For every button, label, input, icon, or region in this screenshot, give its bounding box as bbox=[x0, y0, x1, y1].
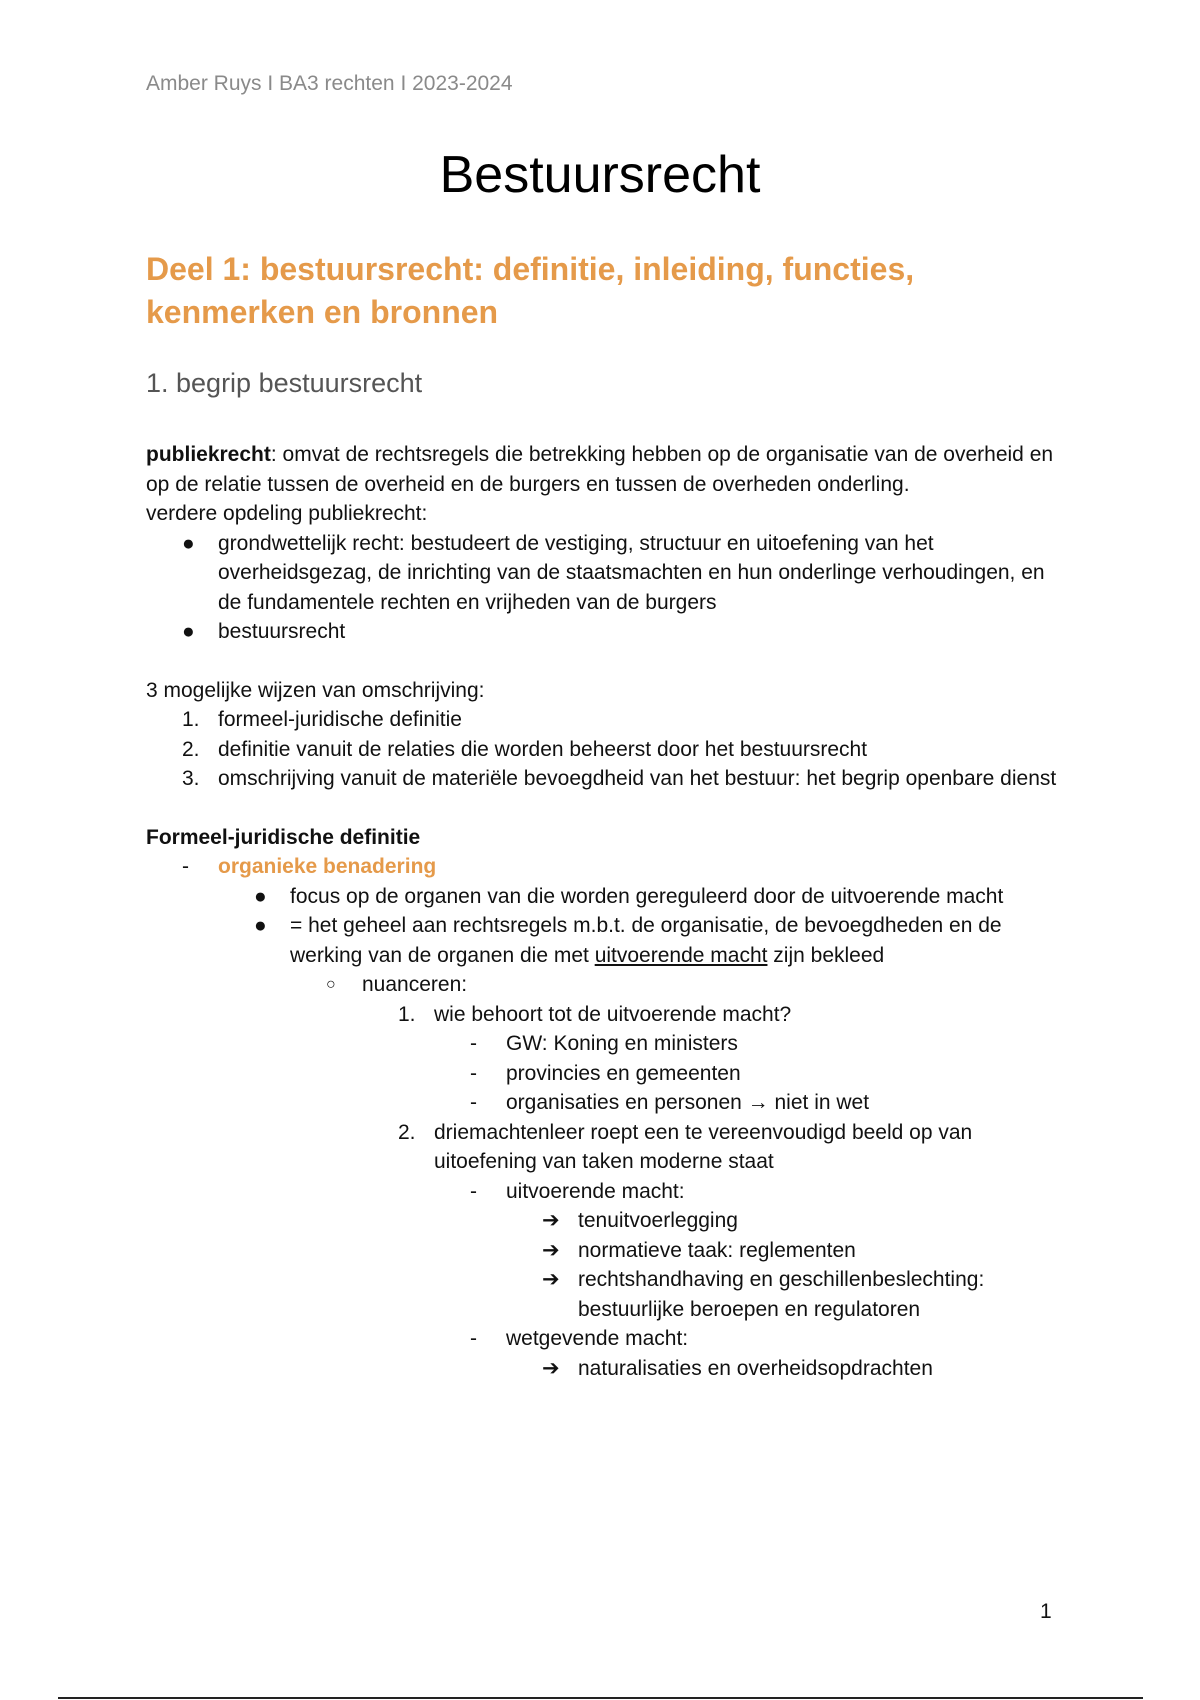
bullet-marker: ● bbox=[182, 531, 195, 555]
numbered-item bbox=[146, 764, 1066, 794]
list-item-text: provincies en gemeenten bbox=[506, 1061, 741, 1085]
dash-marker: - bbox=[470, 1091, 477, 1114]
list-item bbox=[218, 882, 1066, 912]
arrow-marker: ➔ bbox=[542, 1268, 560, 1291]
section-heading-line1: Deel 1: bestuursrecht: definitie, inleiding, functies, bbox=[146, 251, 915, 287]
bullet-marker: ● bbox=[254, 914, 267, 937]
underlined-term: uitvoerende macht bbox=[594, 943, 768, 967]
section-heading-line2: kenmerken en bronnen bbox=[146, 294, 499, 330]
list-item-text: definitie vanuit de relaties die worden beheerst door het bestuursrecht bbox=[218, 737, 868, 761]
number-marker: 2. bbox=[398, 1120, 416, 1144]
subsection-heading: 1. begrip bestuursrecht bbox=[146, 368, 423, 398]
list-item-text: naturalisaties en overheidsopdrachten bbox=[578, 1356, 933, 1380]
list-item-text: bestuursrecht bbox=[218, 620, 346, 643]
arrow-item bbox=[506, 1354, 1066, 1384]
list-item-text: wie behoort tot de uitvoerende macht? bbox=[434, 1002, 792, 1026]
dash-marker: - bbox=[470, 1061, 477, 1085]
numbered-item bbox=[146, 705, 1066, 735]
list-item-text: rechtshandhaving en geschillenbeslechting: bestuurlijke beroepen en regulatoren bbox=[578, 1268, 985, 1321]
arrow-item bbox=[506, 1236, 1066, 1266]
list-item-text: formeel-juridische definitie bbox=[218, 708, 462, 731]
section-heading bbox=[146, 248, 1046, 334]
dash-marker: - bbox=[470, 1032, 477, 1055]
publiekrecht-definition bbox=[146, 440, 1066, 499]
body-text bbox=[146, 440, 1066, 1383]
bullet-marker: ● bbox=[254, 884, 267, 908]
arrow-marker: ➔ bbox=[542, 1209, 560, 1232]
dash-item bbox=[434, 1059, 1066, 1089]
numbered-item bbox=[146, 735, 1066, 765]
page-bottom-divider bbox=[58, 1697, 1143, 1699]
number-marker: 3. bbox=[182, 767, 200, 790]
page-number: 1 bbox=[1040, 1600, 1052, 1623]
arrow-item bbox=[506, 1206, 1066, 1236]
wijzen-intro: 3 mogelijke wijzen van omschrijving: bbox=[146, 678, 485, 702]
list-item-text: focus op de organen van die worden gereguleerd door de uitvoerende macht bbox=[290, 884, 1004, 908]
list-item-text: wetgevende macht: bbox=[506, 1327, 689, 1350]
list-item-text: tenuitvoerlegging bbox=[578, 1209, 738, 1232]
dash-item bbox=[146, 852, 1066, 882]
dash-item bbox=[434, 1088, 1066, 1118]
list-item bbox=[146, 529, 1066, 618]
numbered-item bbox=[362, 1000, 1066, 1030]
list-item-text: = het geheel aan rechtsregels m.b.t. de organisatie, de bevoegdheden en de werking van de organen die met uitvoerende macht zijn bekleed bbox=[290, 914, 1002, 967]
dash-item bbox=[434, 1029, 1066, 1059]
organieke-benadering: organieke benadering bbox=[218, 855, 437, 878]
publiekrecht-text: : omvat de rechtsregels die betrekking hebben op de organisatie van de overheid en op de relatie tussen de overheid en de burgers en tussen de overheden onderling. bbox=[146, 443, 1054, 496]
list-item-text: omschrijving vanuit de materiële bevoegdheid van het bestuur: het begrip openbare dienst bbox=[218, 767, 1057, 790]
formeel-heading: Formeel-juridische definitie bbox=[146, 825, 421, 849]
circle-marker: ○ bbox=[326, 976, 336, 993]
list-item-text: organisaties en personen → niet in wet bbox=[506, 1091, 870, 1114]
list-item-text: driemachtenleer roept een te vereenvoudigd beeld op van uitoefening van taken moderne staat bbox=[434, 1120, 973, 1173]
list-item-text: GW: Koning en ministers bbox=[506, 1032, 738, 1055]
dash-marker: - bbox=[182, 855, 189, 878]
list-item-text: uitvoerende macht: bbox=[506, 1179, 685, 1203]
list-item-text: nuanceren: bbox=[362, 973, 468, 996]
numbered-item bbox=[362, 1118, 1066, 1177]
dash-marker: - bbox=[470, 1327, 477, 1350]
list-item-text: normatieve taak: reglementen bbox=[578, 1238, 856, 1262]
dash-marker: - bbox=[470, 1179, 477, 1203]
arrow-item bbox=[506, 1265, 1066, 1324]
list-item-text: grondwettelijk recht: bestudeert de vestiging, structuur en uitoefening van het overheidsgezag, de inrichting van de staatsmachten en hun onderlinge verhoudingen, en de fundamentele rechten en vrijheden van de burgers bbox=[218, 531, 1045, 614]
list-item bbox=[218, 911, 1066, 970]
number-marker: 2. bbox=[182, 737, 200, 761]
bullet-marker: ● bbox=[182, 620, 195, 643]
running-header: Amber Ruys I BA3 rechten I 2023-2024 bbox=[146, 72, 513, 95]
opdeling-intro: verdere opdeling publiekrecht: bbox=[146, 502, 428, 525]
arrow-marker: ➔ bbox=[542, 1238, 560, 1262]
dash-item bbox=[434, 1324, 1066, 1354]
dash-item bbox=[434, 1177, 1066, 1207]
list-item bbox=[146, 617, 1066, 647]
document-title: Bestuursrecht bbox=[439, 146, 761, 204]
number-marker: 1. bbox=[182, 708, 200, 731]
list-item bbox=[290, 970, 1066, 1000]
number-marker: 1. bbox=[398, 1002, 416, 1026]
publiekrecht-term: publiekrecht bbox=[146, 443, 271, 466]
arrow-marker: ➔ bbox=[542, 1356, 560, 1380]
